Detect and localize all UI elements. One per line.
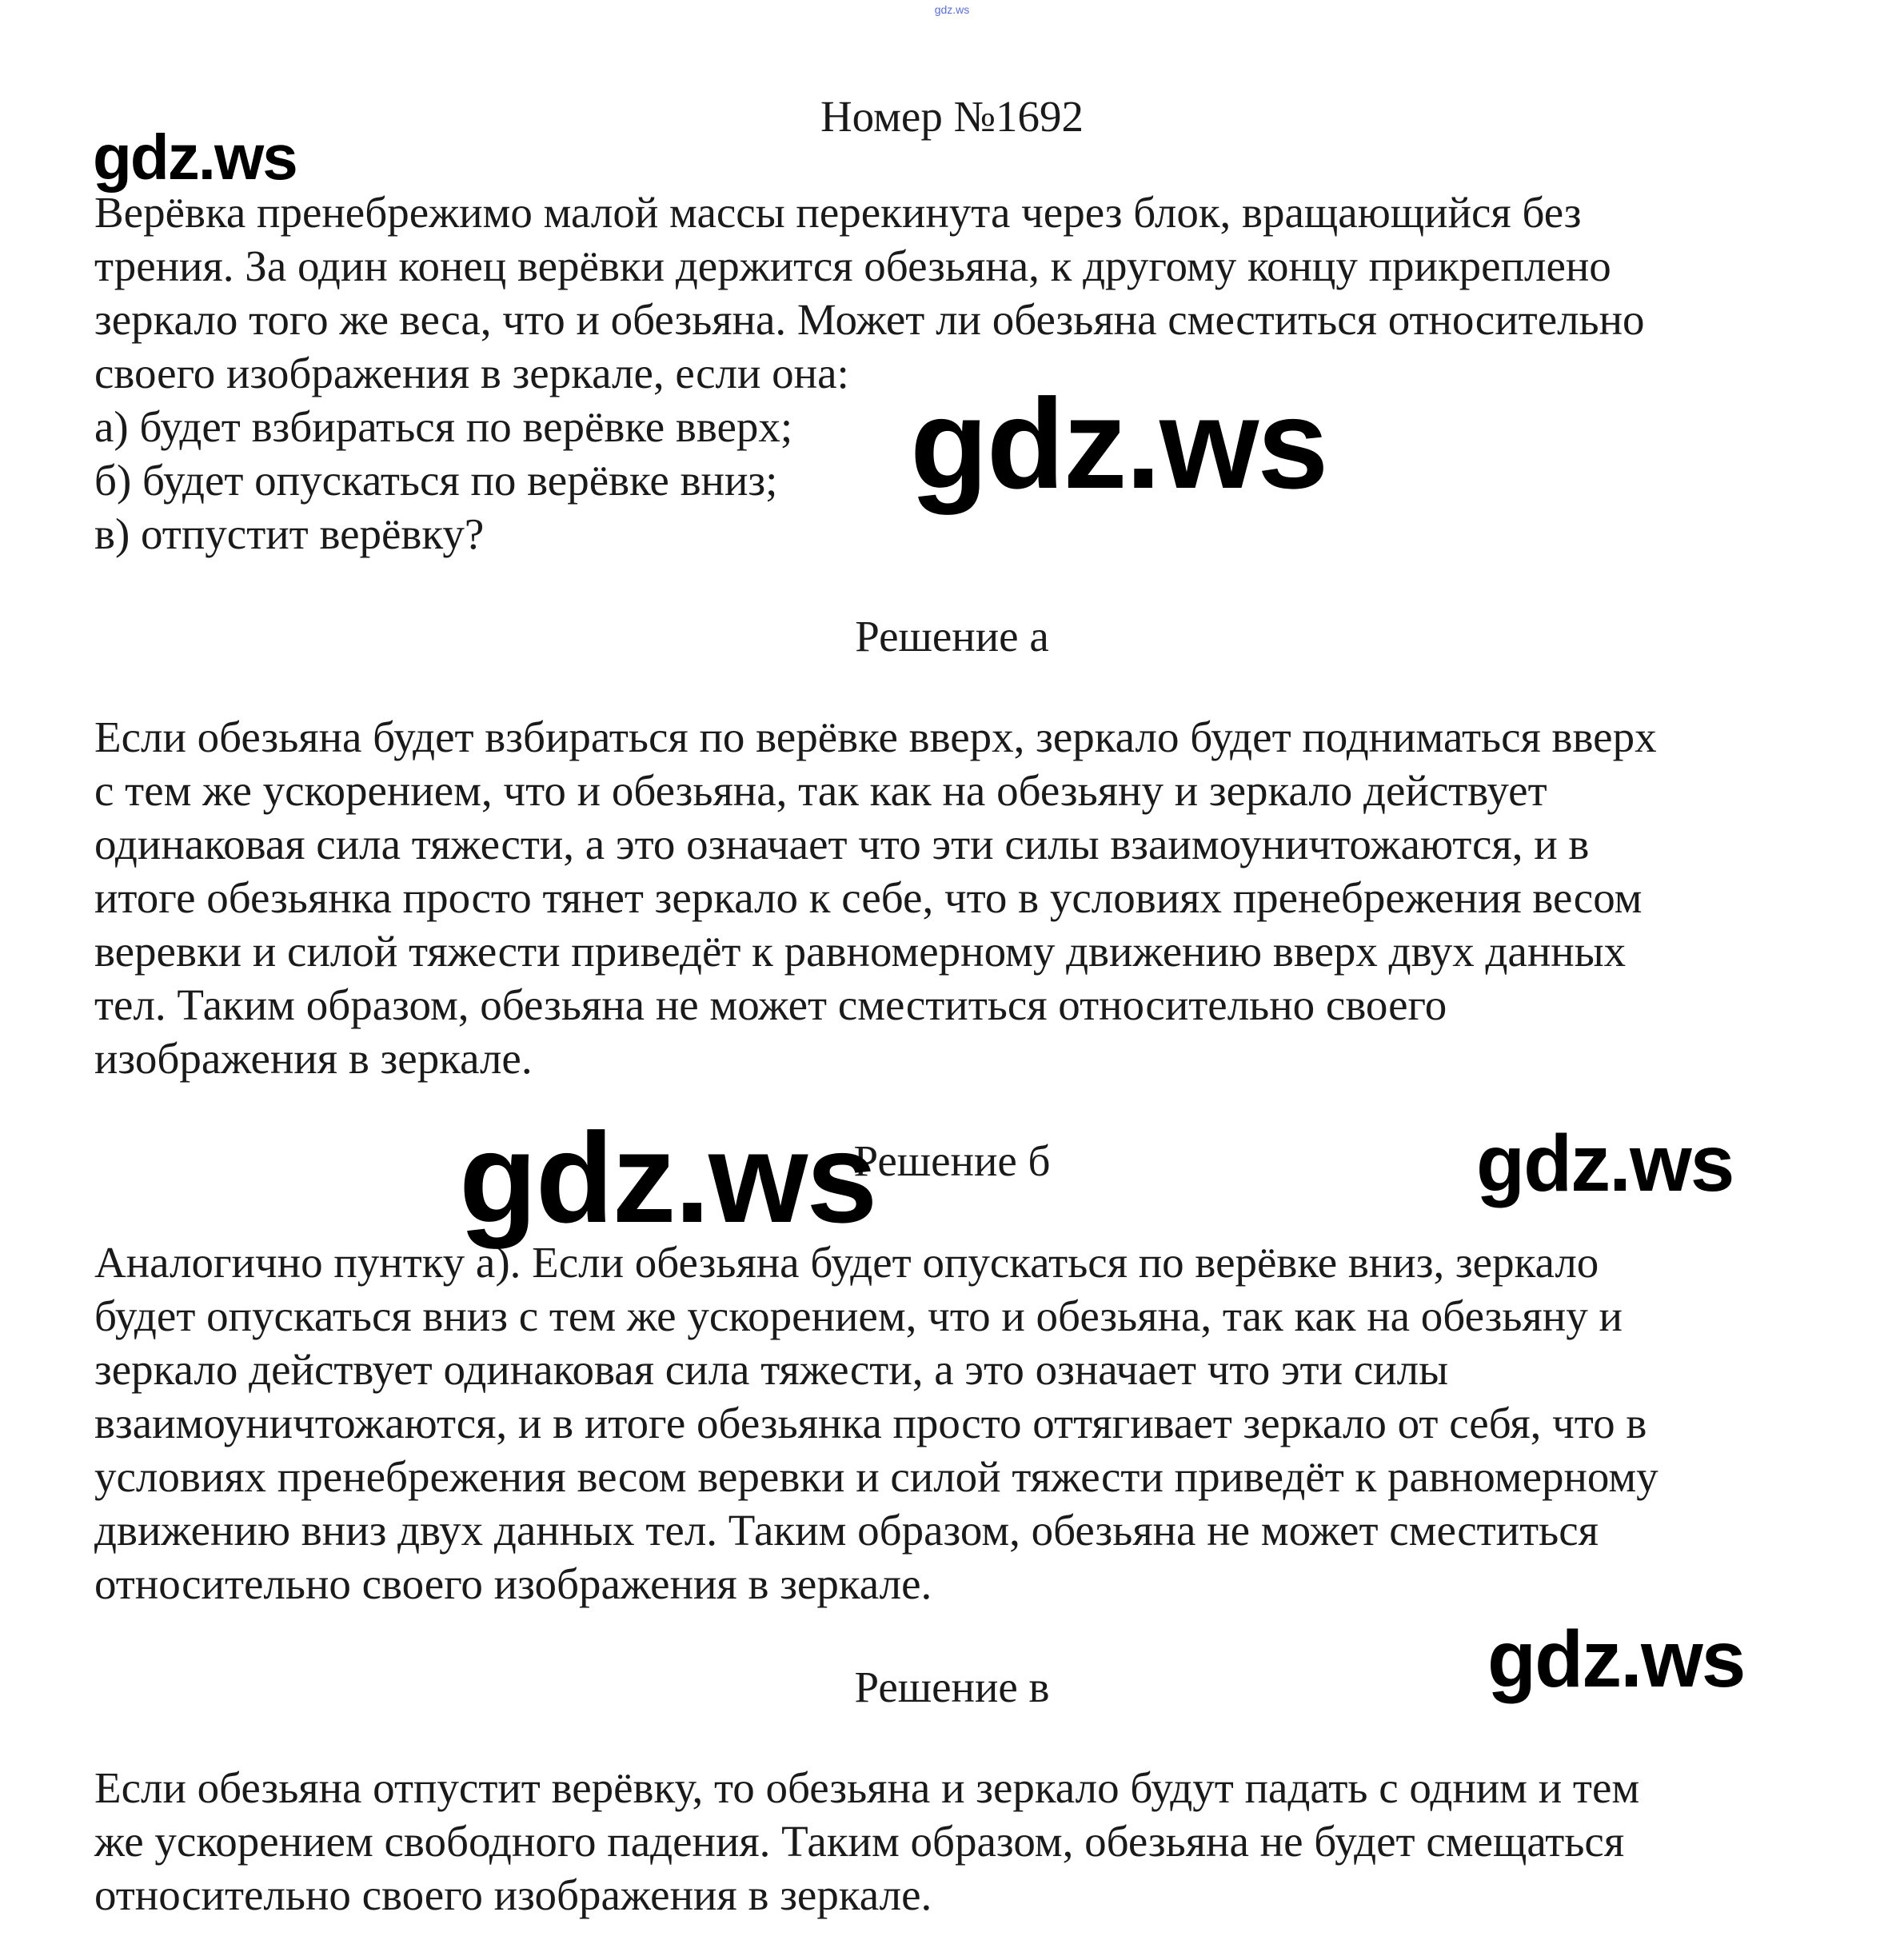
solution-a-line: с тем же ускорением, что и обезьяна, так как на обезьяну и зеркало действует [94,766,1547,815]
problem-line: зеркало того же веса, что и обезьяна. Может ли обезьяна сместиться относительно [94,295,1645,344]
page-title: Номер №1692 [820,92,1084,141]
watermark-logo: gdz.ws [1487,1615,1745,1704]
solution-a-text [94,710,1878,1085]
problem-line: в) отпустит верёвку? [94,509,485,558]
solution-a-line: тел. Таким образом, обезьяна не может сместиться относительно своего [94,980,1447,1029]
solution-b-line: будет опускаться вниз с тем же ускорением, что и обезьяна, так как на обезьяну и [94,1291,1623,1340]
solution-a-line: Если обезьяна будет взбираться по верёвке вверх, зеркало будет подниматься вверх [94,713,1657,761]
solution-b-line: взаимоуничтожаются, и в итоге обезьянка просто оттягивает зеркало от себя, что в [94,1399,1647,1447]
solution-c-line: же ускорением свободного падения. Таким образом, обезьяна не будет смещаться [94,1817,1625,1866]
problem-line: своего изображения в зеркале, если она: [94,349,849,397]
solution-c-line: Если обезьяна отпустит верёвку, то обезьяна и зеркало будут падать с одним и тем [94,1763,1640,1812]
solution-b-line: Аналогично пунтку а). Если обезьяна будет опускаться по верёвке вниз, зеркало [94,1238,1599,1287]
watermark-logo: gdz.ws [910,372,1327,515]
problem-line: а) будет взбираться по верёвке вверх; [94,402,793,451]
problem-line: б) будет опускаться по верёвке вниз; [94,456,778,505]
problem-line: Верёвка пренебрежимо малой массы перекинута через блок, вращающийся без [94,188,1582,237]
problem-line: трения. За один конец верёвки держится обезьяна, к другому концу прикреплено [94,242,1611,290]
solution-c-heading: Решение в [854,1663,1050,1711]
solution-c-text [94,1761,1878,1922]
watermark-logo: gdz.ws [1476,1119,1734,1208]
solution-b-line: движению вниз двух данных тел. Таким образом, обезьяна не может сместиться [94,1506,1599,1555]
top-watermark: gdz.ws [934,3,970,16]
watermark-logo: gdz.ws [459,1106,876,1249]
solution-a-line: веревки и силой тяжести приведёт к равномерному движению вверх двух данных [94,927,1627,976]
solution-b-line: зеркало действует одинаковая сила тяжести, а это означает что эти силы [94,1345,1449,1394]
solution-b-text [94,1235,1878,1611]
watermark-logo: gdz.ws [93,122,297,193]
solution-a-line: итоге обезьянка просто тянет зеркало к себе, что в условиях пренебрежения весом [94,873,1643,922]
solution-c-line: относительно своего изображения в зеркале. [94,1870,932,1919]
solution-b-line: относительно своего изображения в зеркале. [94,1559,932,1608]
solution-a-line: изображения в зеркале. [94,1034,533,1083]
solution-a-heading: Решение а [855,612,1049,661]
solution-b-line: условиях пренебрежения весом веревки и силой тяжести приведёт к равномерному [94,1452,1659,1501]
solution-b-heading: Решение б [853,1136,1051,1185]
solution-a-line: одинаковая сила тяжести, а это означает что эти силы взаимоуничтожаются, и в [94,820,1590,868]
